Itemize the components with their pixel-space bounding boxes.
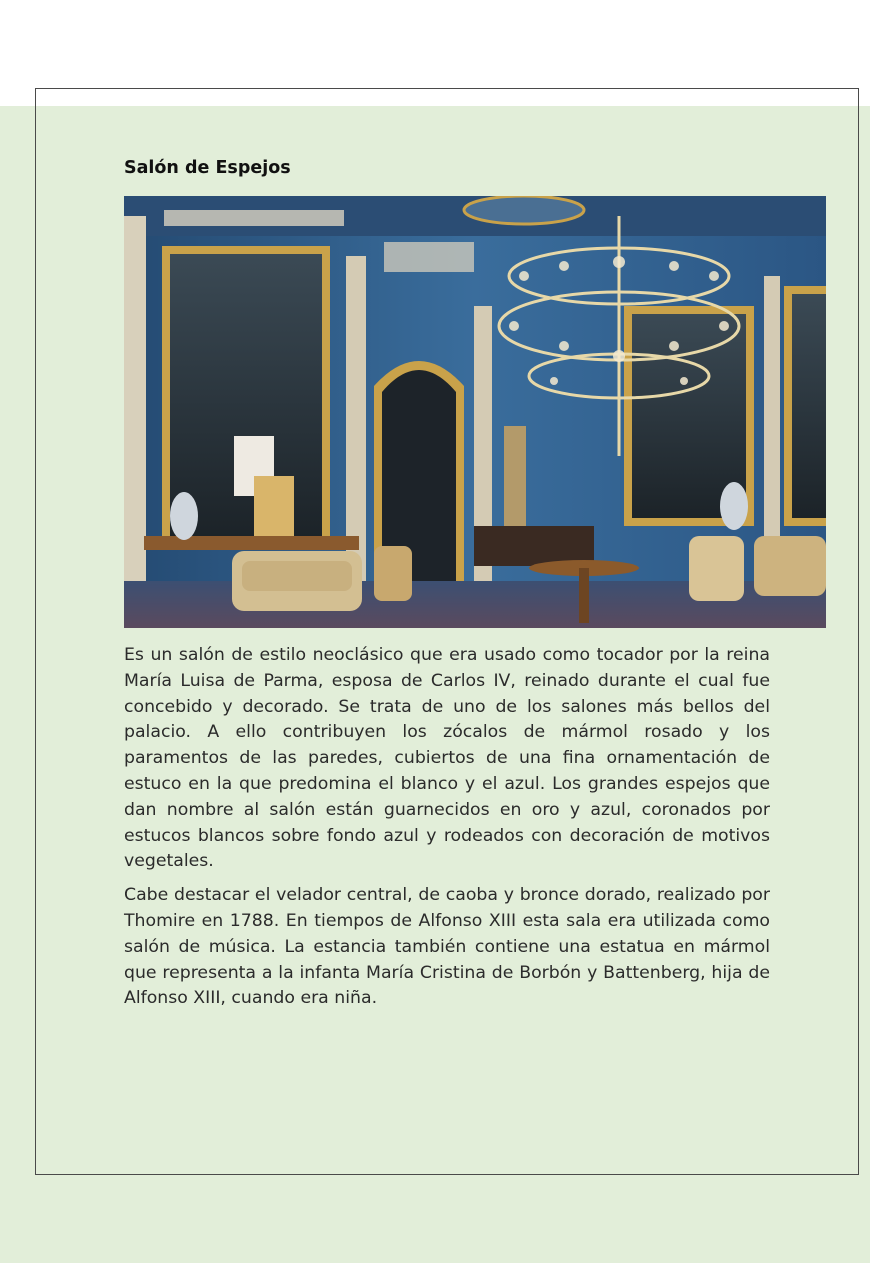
salon-photo bbox=[124, 196, 826, 628]
section-title: Salón de Espejos bbox=[124, 158, 291, 178]
paragraph-1: Es un salón de estilo neoclásico que era usado como tocador por la reina María Luisa de Parma, esposa de Carlos IV, reinado durante el cual fue concebido y decorado. Se trata de uno de los salones más bellos del palacio. A ello contribuyen los zócalos de mármol rosado y los paramentos de las paredes, cubiertos de una fina ornamentación de estuco en la que predomina el blanco y el azul. Los grandes espejos que dan nombre al salón están guarnecidos en oro y azul, coronados por estucos blancos sobre fondo azul y rodeados con decoración de motivos vegetales. bbox=[124, 645, 770, 872]
body-text bbox=[124, 643, 770, 1020]
paragraph-2: Cabe destacar el velador central, de caoba y bronce dorado, realizado por Thomire en 1788. En tiempos de Alfonso XIII esta sala era utilizada como salón de música. La estancia también contiene una estatua en mármol que representa a la infanta María Cristina de Borbón y Battenberg, hija de Alfonso XIII, cuando era niña. bbox=[124, 885, 770, 1009]
